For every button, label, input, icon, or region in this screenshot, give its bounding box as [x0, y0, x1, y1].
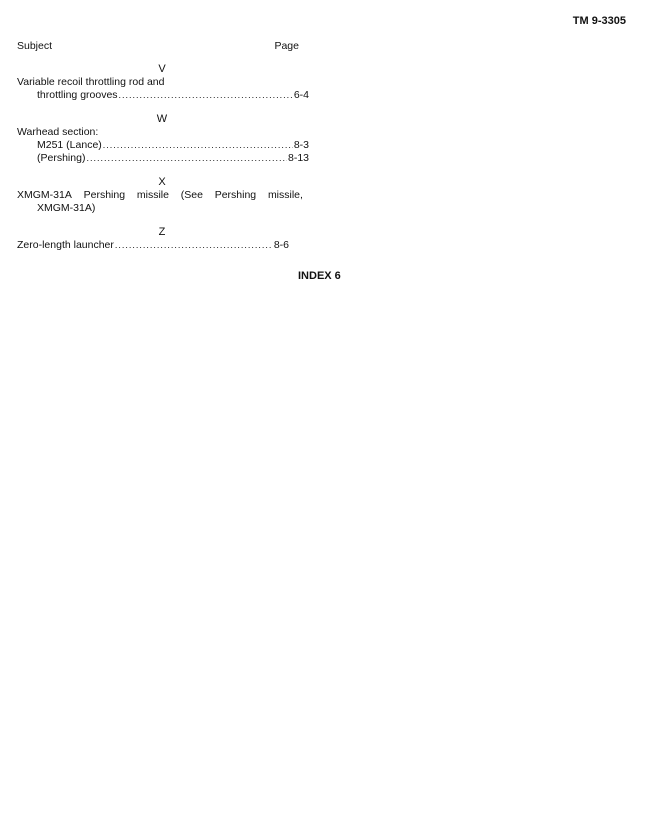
index-section-z [17, 225, 303, 252]
subentry-text: (Pershing) [37, 152, 86, 164]
word: Pershing [83, 189, 126, 201]
section-letter: X [158, 176, 166, 188]
page-reference: 8-3 [293, 139, 309, 151]
page-reference: 8-13 [287, 152, 309, 164]
subentry-text: M251 (Lance) [37, 139, 102, 151]
index-entry-continuation: XMGM-31A) [37, 202, 96, 214]
page-reference: 8-6 [273, 239, 289, 251]
section-letter: W [156, 113, 168, 125]
page-reference: 6-4 [293, 89, 309, 101]
document-id: TM 9-3305 [572, 15, 626, 27]
leader-dots [86, 152, 287, 165]
word: missile [136, 189, 169, 201]
page-column-header: Page [274, 40, 299, 52]
index-entry [17, 89, 309, 102]
word: Pershing [214, 189, 257, 201]
index-entry [17, 239, 289, 252]
word: missile, [267, 189, 303, 201]
word: XMGM-31A [17, 189, 72, 201]
column-headers [17, 40, 299, 52]
index-column [17, 62, 309, 262]
leader-dots [119, 89, 293, 102]
index-subentry [17, 139, 309, 152]
word: (See [180, 189, 203, 201]
index-subentry [17, 152, 309, 165]
index-section-x [17, 175, 303, 215]
index-entry-text: Variable recoil throttling rod and [17, 76, 165, 88]
page-footer: INDEX 6 [298, 270, 341, 282]
leader-dots [115, 239, 273, 252]
section-letter: V [158, 63, 166, 75]
index-section-w [17, 112, 309, 165]
index-entry-heading: Warhead section: [17, 126, 99, 138]
index-entry-continuation: throttling grooves [37, 89, 118, 101]
index-entry-justified [17, 189, 303, 202]
index-section-v [17, 62, 309, 102]
section-letter: Z [158, 226, 166, 238]
subject-column-header: Subject [17, 40, 53, 52]
leader-dots [103, 139, 293, 152]
index-entry-text: Zero-length launcher [17, 239, 114, 251]
